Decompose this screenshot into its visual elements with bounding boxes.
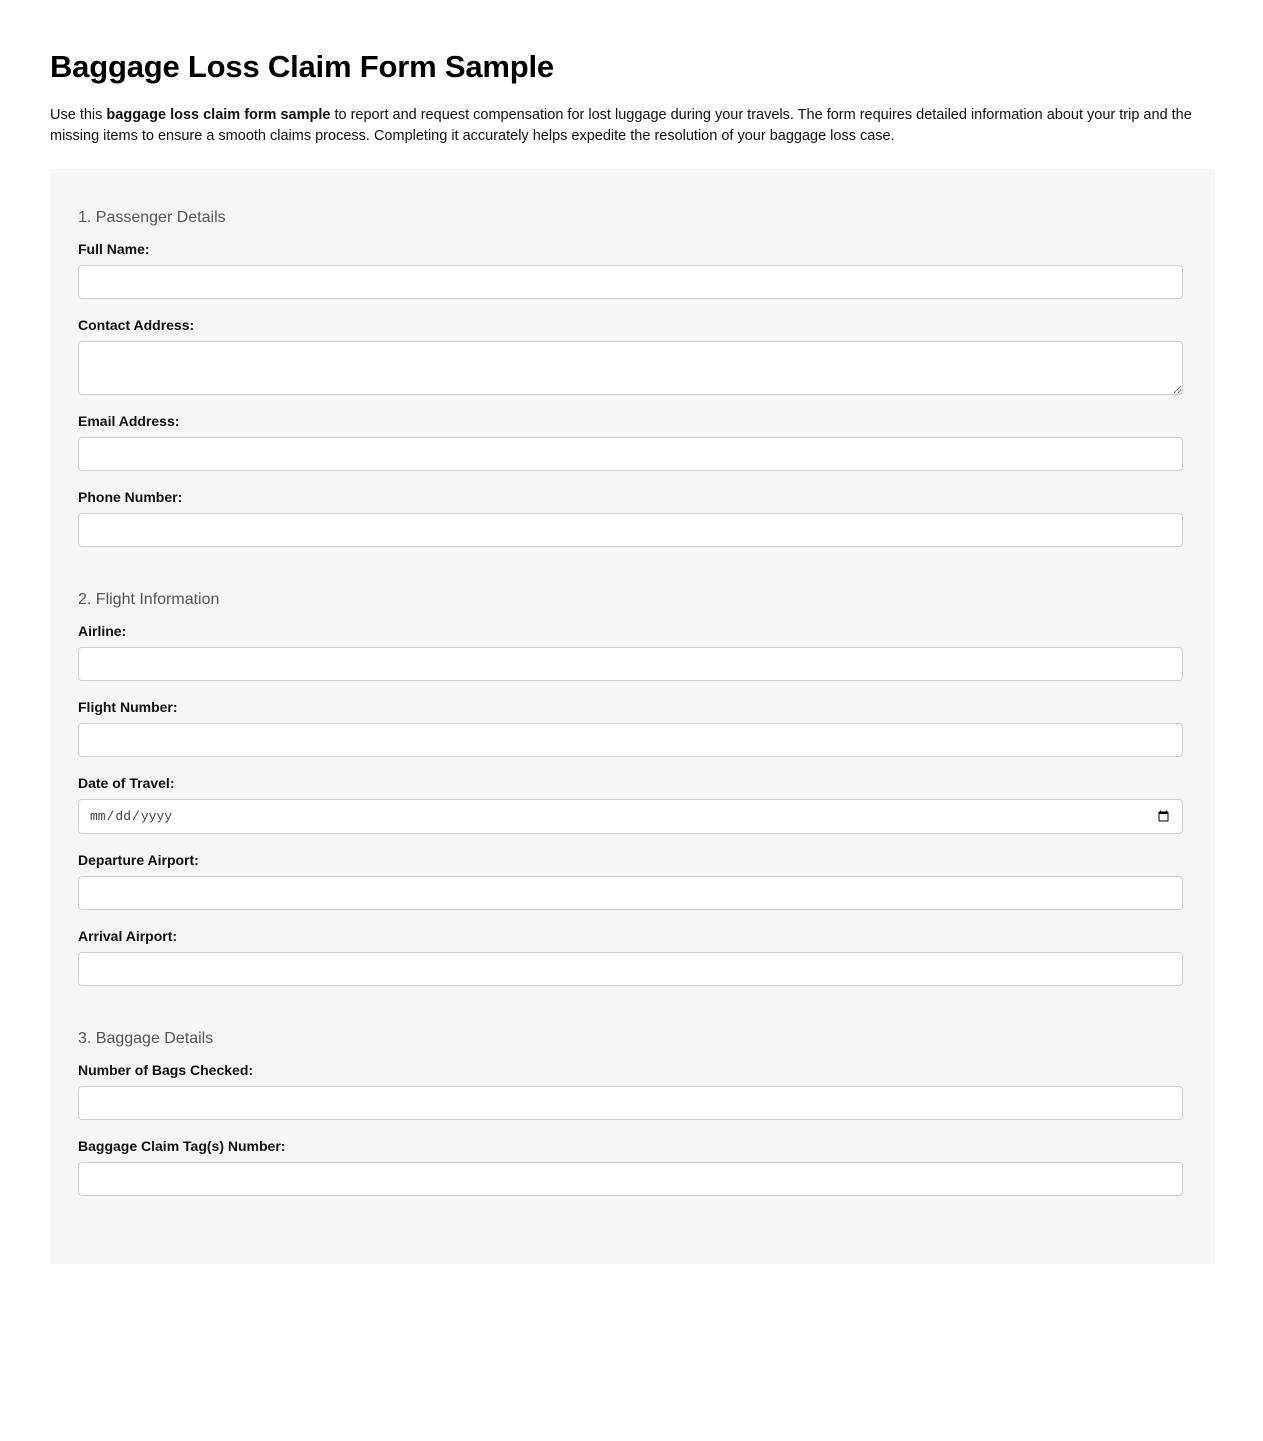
section-flight-information [78,591,1187,986]
input-number-of-bags-checked[interactable] [78,1086,1183,1120]
label-number-of-bags-checked: Number of Bags Checked: [78,1062,254,1079]
field-full-name [78,241,1187,299]
input-airline[interactable] [78,647,1183,681]
intro-text-suffix: to report and request compensation for lost luggage during your travels. The form requires detailed information about your trip and the missing items to ensure a smooth claims process. Completing it accurately helps expedite the resolution of your baggage loss case. [50,107,1192,145]
label-flight-number: Flight Number: [78,699,178,716]
input-departure-airport[interactable] [78,876,1183,910]
section-heading: 2. Flight Information [78,591,220,609]
input-email-address[interactable] [78,437,1183,471]
label-airline: Airline: [78,623,127,640]
section-heading: 1. Passenger Details [78,209,226,227]
field-email-address [78,413,1187,471]
label-phone-number: Phone Number: [78,489,183,506]
input-date-of-travel[interactable] [78,799,1183,834]
input-full-name[interactable] [78,265,1183,299]
intro-paragraph [50,105,1195,147]
label-departure-airport: Departure Airport: [78,852,199,869]
input-arrival-airport[interactable] [78,952,1183,986]
input-baggage-claim-tag-number[interactable] [78,1162,1183,1196]
intro-text-prefix: Use this [50,107,107,124]
section-passenger-details [78,209,1187,547]
label-baggage-claim-tag-number: Baggage Claim Tag(s) Number: [78,1138,286,1155]
label-email-address: Email Address: [78,413,180,430]
card-bottom-spacer [78,1214,1187,1224]
field-flight-number [78,699,1187,757]
intro-text-bold: baggage loss claim form sample [106,107,331,124]
field-number-of-bags-checked [78,1062,1187,1120]
label-contact-address: Contact Address: [78,317,195,334]
field-arrival-airport [78,928,1187,986]
label-full-name: Full Name: [78,241,150,258]
section-heading: 3. Baggage Details [78,1030,214,1048]
input-contact-address[interactable] [78,341,1183,395]
input-flight-number[interactable] [78,723,1183,757]
field-departure-airport [78,852,1187,910]
field-airline [78,623,1187,681]
field-date-of-travel [78,775,1187,834]
label-date-of-travel: Date of Travel: [78,775,175,792]
field-phone-number [78,489,1187,547]
claim-form-card [50,169,1215,1264]
input-phone-number[interactable] [78,513,1183,547]
page-title: Baggage Loss Claim Form Sample [50,49,554,84]
field-baggage-claim-tag-number [78,1138,1187,1196]
label-arrival-airport: Arrival Airport: [78,928,178,945]
field-contact-address [78,317,1187,395]
section-baggage-details [78,1030,1187,1224]
